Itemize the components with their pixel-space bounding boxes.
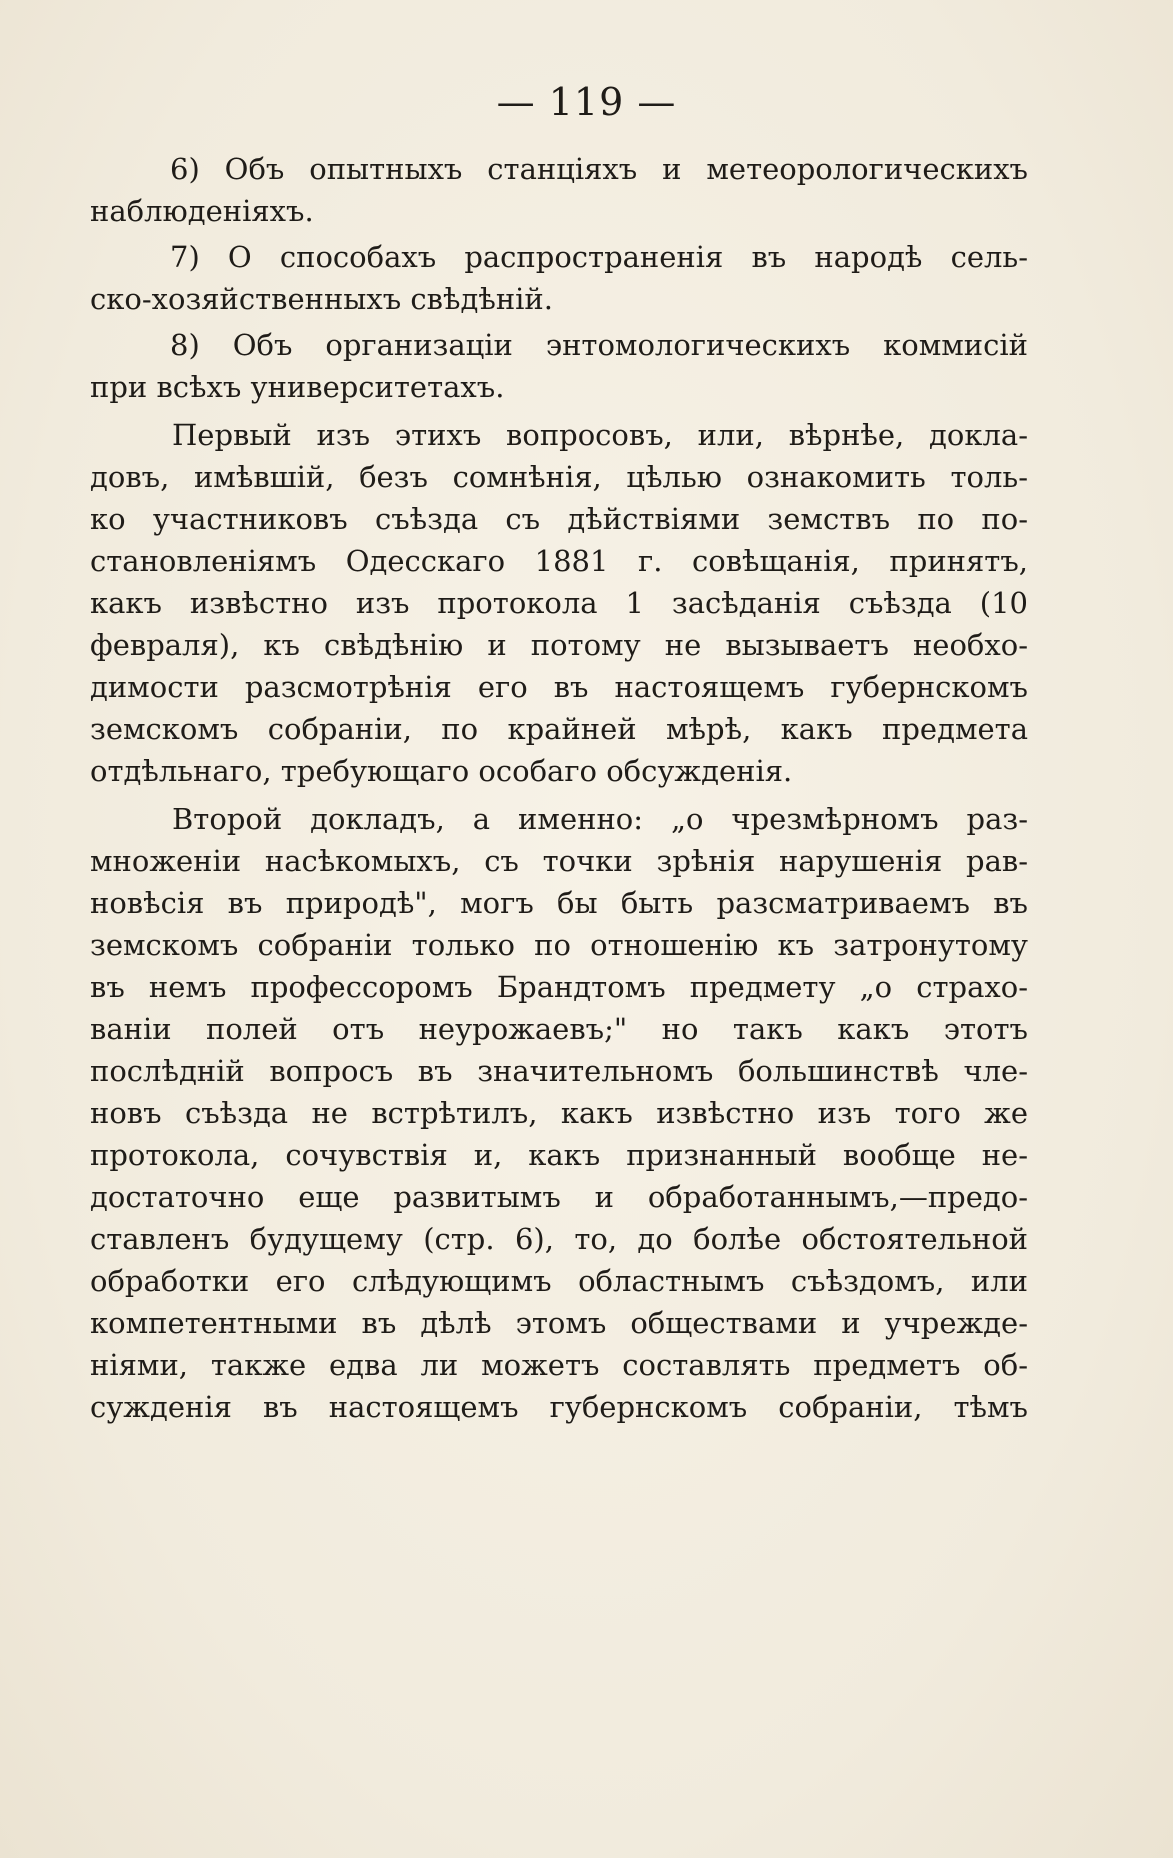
list-item — [90, 236, 1028, 320]
text-line: въ немъ профессоромъ Брандтомъ предмету „о страхо- — [90, 970, 1028, 1004]
text-line: 8) Объ организацiи энтомологическихъ коммисiй — [170, 328, 1028, 362]
text-line: компетентными въ дѣлѣ этомъ обществами и учрежде- — [90, 1306, 1028, 1340]
list-item — [90, 148, 1028, 232]
text-line: новъ съѣзда не встрѣтилъ, какъ извѣстно изъ того же — [90, 1096, 1028, 1130]
paragraph — [90, 414, 1028, 792]
text-line: протокола, сочувствiя и, какъ признанный вообще не- — [90, 1138, 1028, 1172]
text-line: Второй докладъ, а именно: „о чрезмѣрномъ раз- — [172, 802, 1028, 836]
text-line: становленiямъ Одесскаго 1881 г. совѣщанiя, принятъ, — [90, 544, 1028, 578]
list-item — [90, 324, 1028, 408]
text-line: отдѣльнаго, требующаго особаго обсужденiя. — [90, 754, 793, 788]
text-line: достаточно еще развитымъ и обработаннымъ,—предо- — [90, 1180, 1028, 1214]
text-line: при всѣхъ университетахъ. — [90, 370, 505, 404]
page-text — [90, 148, 1028, 1428]
text-line: димости разсмотрѣнiя его въ настоящемъ губернскомъ — [90, 670, 1028, 704]
text-line: множенiи насѣкомыхъ, съ точки зрѣнiя нарушенiя рав- — [90, 844, 1028, 878]
text-line: наблюденiяхъ. — [90, 194, 314, 228]
text-line: ско-хозяйственныхъ свѣдѣнiй. — [90, 282, 553, 316]
text-line: послѣднiй вопросъ въ значительномъ большинствѣ чле- — [90, 1054, 1028, 1088]
text-line: ставленъ будущему (стр. 6), то, до болѣе обстоятельной — [90, 1222, 1028, 1256]
text-line: ванiи полей отъ неурожаевъ;" но такъ какъ этотъ — [90, 1012, 1028, 1046]
text-line: февраля), къ свѣдѣнiю и потому не вызываетъ необхо- — [90, 628, 1028, 662]
text-line: земскомъ собранiи, по крайней мѣрѣ, какъ предмета — [90, 712, 1028, 746]
text-line: земскомъ собранiи только по отношенiю къ затронутому — [90, 928, 1028, 962]
text-line: новѣсiя въ природѣ", могъ бы быть разсматриваемъ въ — [90, 886, 1028, 920]
text-line: 6) Объ опытныхъ станцiяхъ и метеорологическихъ — [170, 152, 1028, 186]
text-line: довъ, имѣвшiй, безъ сомнѣнiя, цѣлью ознакомить толь- — [90, 460, 1028, 494]
text-line: обработки его слѣдующимъ областнымъ съѣздомъ, или — [90, 1264, 1028, 1298]
text-line: 7) О способахъ распространенiя въ народѣ сель- — [170, 240, 1028, 274]
text-line: ко участниковъ съѣзда съ дѣйствiями земствъ по по- — [90, 502, 1028, 536]
text-line: сужденiя въ настоящемъ губернскомъ собранiи, тѣмъ — [90, 1390, 1028, 1424]
page-number: — 119 — — [496, 80, 677, 124]
text-line: Первый изъ этихъ вопросовъ, или, вѣрнѣе, докла- — [172, 418, 1028, 452]
text-line: какъ извѣстно изъ протокола 1 засѣданiя съѣзда (10 — [90, 586, 1028, 620]
paragraph — [90, 798, 1028, 1428]
text-line: нiями, также едва ли можетъ составлять предметъ об- — [90, 1348, 1028, 1382]
